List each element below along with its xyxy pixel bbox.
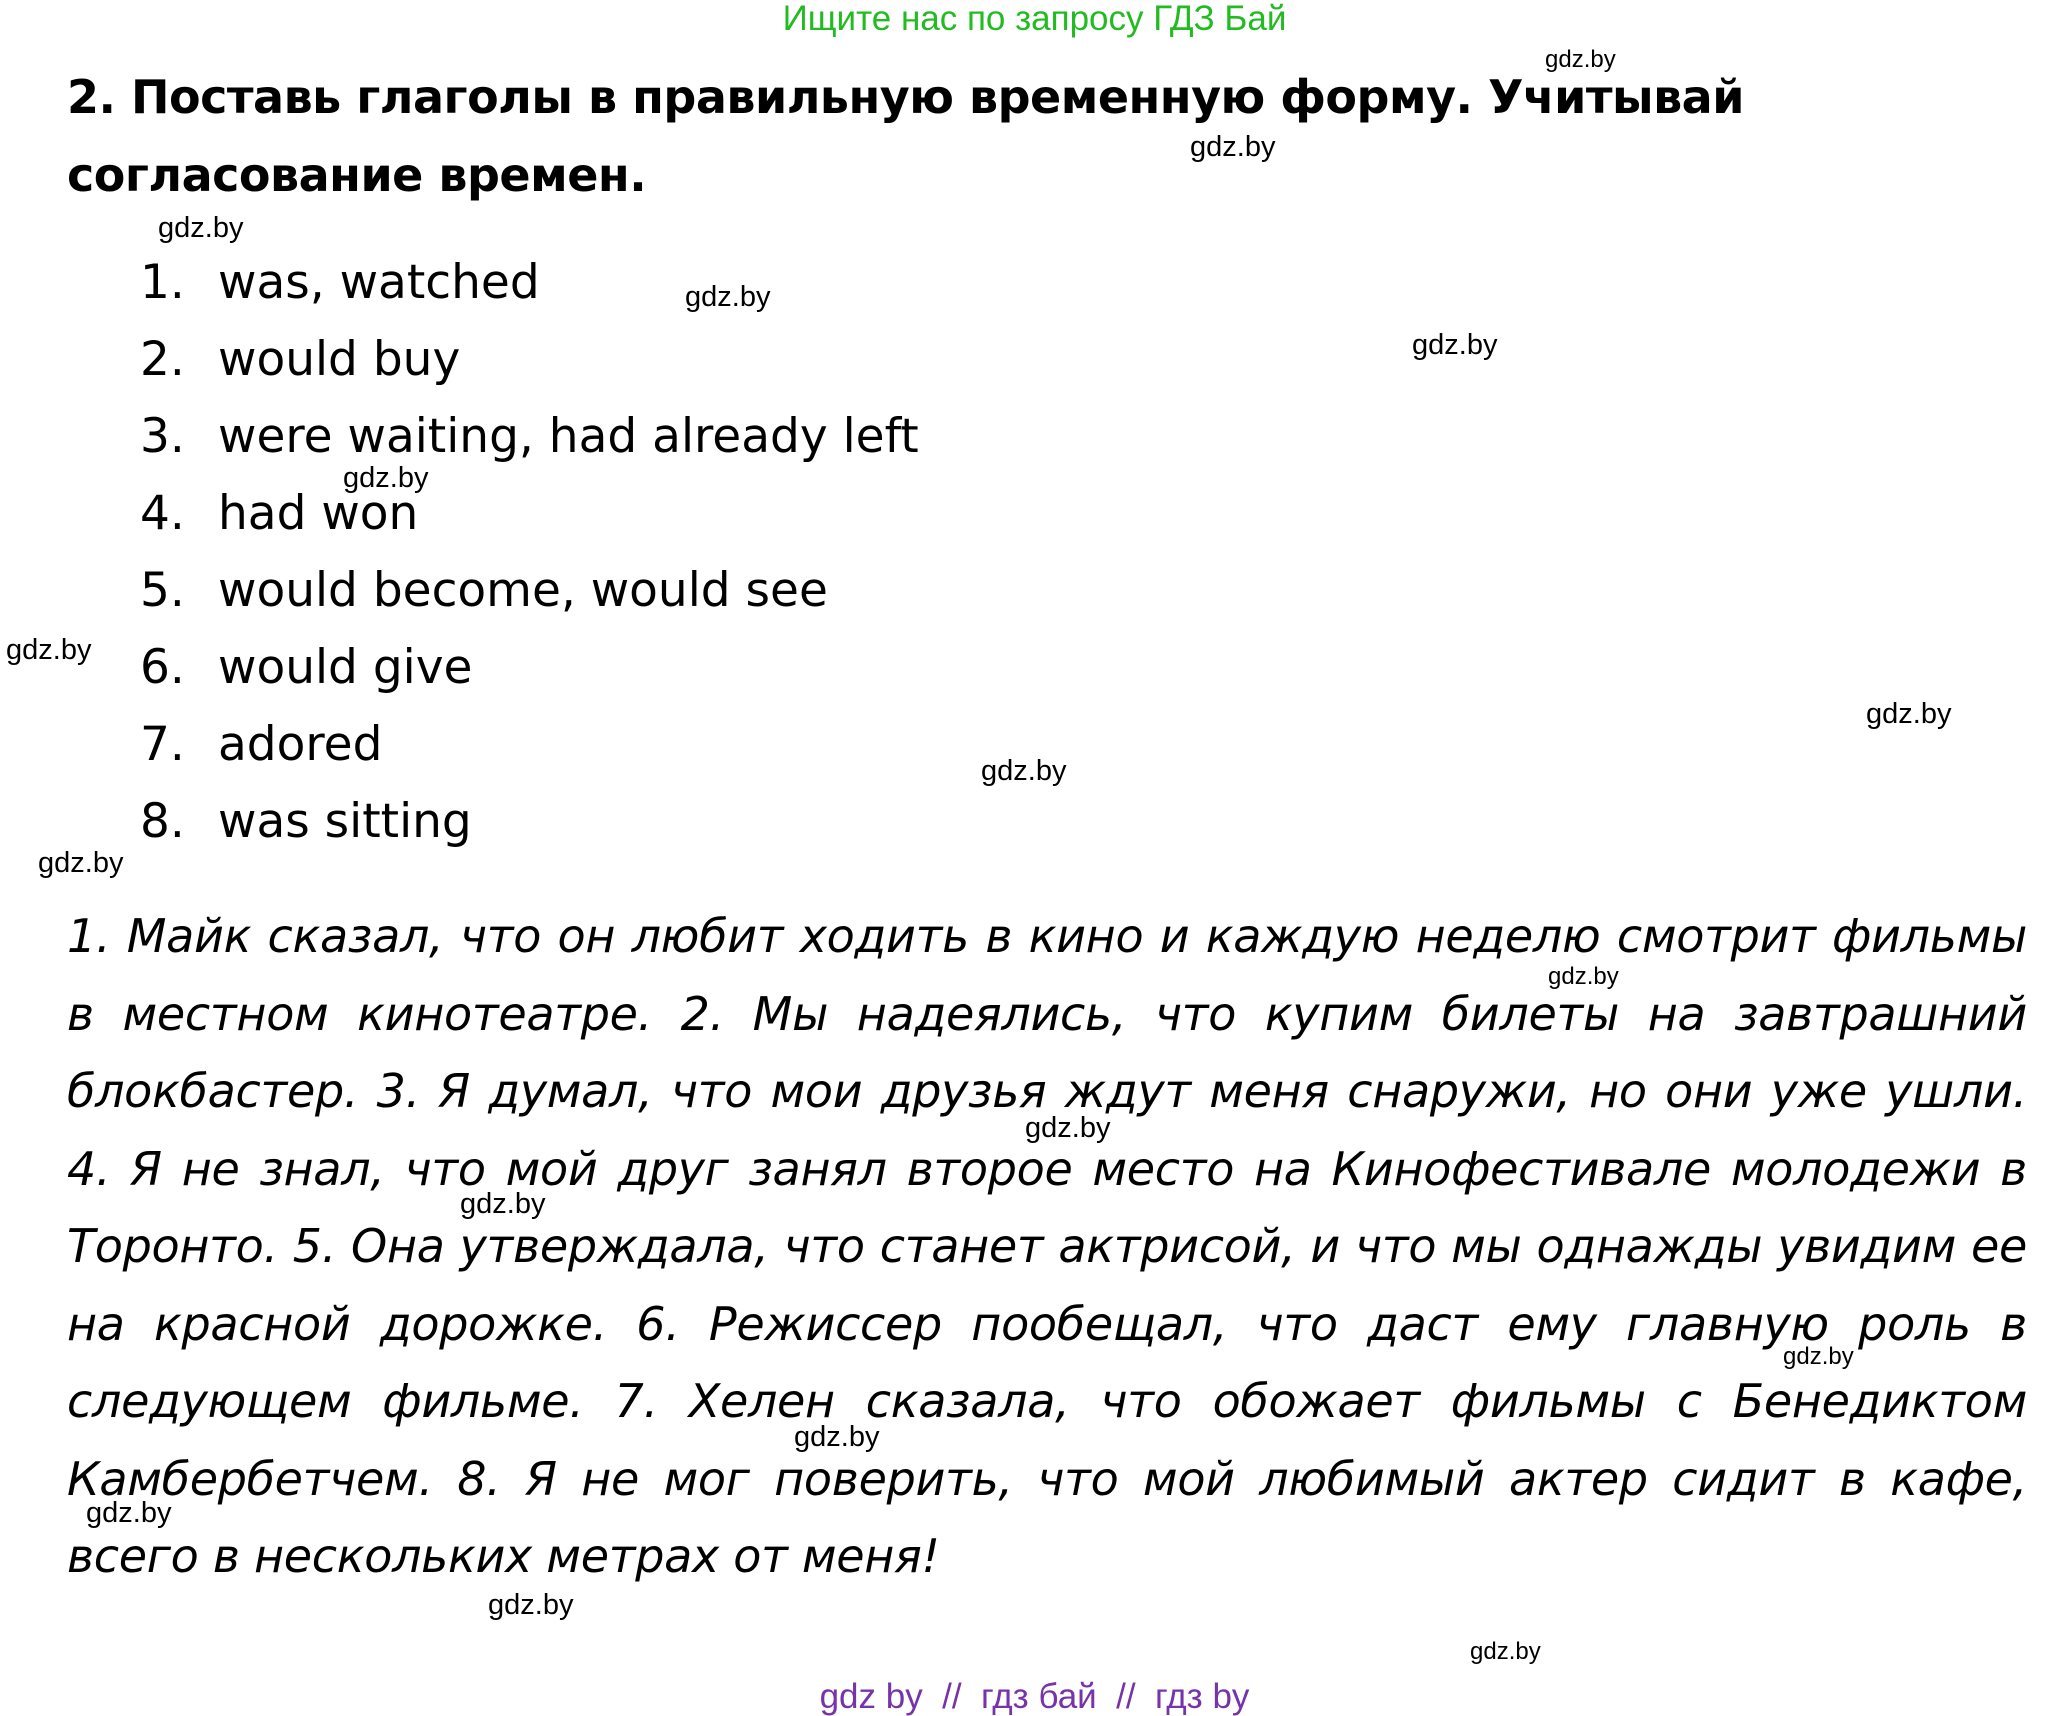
watermark: gdz.by bbox=[343, 462, 429, 494]
answer-text: adored bbox=[218, 717, 383, 772]
task-heading: 2. Поставь глаголы в правильную временную форму. Учитывай согласование времен. bbox=[67, 70, 1744, 202]
answer-number: 5. bbox=[140, 563, 185, 618]
answer-number: 7. bbox=[140, 717, 185, 772]
answer-number: 3. bbox=[140, 409, 185, 464]
watermark: gdz.by bbox=[1025, 1112, 1111, 1144]
watermark: gdz.by bbox=[1866, 698, 1952, 730]
watermark: gdz.by bbox=[1190, 131, 1276, 163]
watermark: gdz.by bbox=[86, 1497, 172, 1529]
answer-number: 2. bbox=[140, 332, 185, 387]
answer-item bbox=[140, 556, 919, 633]
answer-number: 4. bbox=[140, 486, 185, 541]
answer-item bbox=[140, 633, 919, 710]
answer-item bbox=[140, 710, 919, 787]
answer-item bbox=[140, 479, 919, 556]
watermark: gdz.by bbox=[1470, 1638, 1541, 1665]
watermark: gdz.by bbox=[794, 1421, 880, 1453]
answer-text: would give bbox=[218, 640, 473, 695]
answer-number: 6. bbox=[140, 640, 185, 695]
footer-links: gdz by // гдз бай // гдз by bbox=[819, 1677, 1250, 1716]
answer-item bbox=[140, 325, 919, 402]
watermark: gdz.by bbox=[38, 847, 124, 879]
watermark: gdz.by bbox=[460, 1188, 546, 1220]
watermark: gdz.by bbox=[1783, 1343, 1854, 1370]
watermark: gdz.by bbox=[488, 1589, 574, 1621]
answer-text: was, watched bbox=[218, 255, 540, 310]
answer-text: had won bbox=[218, 486, 419, 541]
answer-item bbox=[140, 248, 919, 325]
answer-item bbox=[140, 787, 919, 864]
answer-text: were waiting, had already left bbox=[218, 409, 919, 464]
watermark: gdz.by bbox=[685, 281, 771, 313]
top-banner: Ищите нас по запросу ГДЗ Бай bbox=[782, 0, 1287, 38]
watermark: gdz.by bbox=[158, 212, 244, 244]
answer-text: would become, would see bbox=[218, 563, 828, 618]
answer-text: was sitting bbox=[218, 794, 472, 849]
watermark: gdz.by bbox=[981, 755, 1067, 787]
watermark: gdz.by bbox=[1548, 963, 1619, 990]
answer-number: 1. bbox=[140, 255, 185, 310]
answers-list bbox=[140, 248, 919, 864]
answer-item bbox=[140, 402, 919, 479]
answer-text: would buy bbox=[218, 332, 461, 387]
watermark: gdz.by bbox=[1412, 329, 1498, 361]
watermark: gdz.by bbox=[1545, 46, 1616, 73]
answer-number: 8. bbox=[140, 794, 185, 849]
watermark: gdz.by bbox=[6, 634, 92, 666]
translation-paragraph: 1. Майк сказал, что он любит ходить в кино и каждую неделю смотрит фильмы в местном кинотеатре. 2. Мы надеялись, что купим билеты на завтрашний блокбастер. 3. Я думал, что мои друзья ждут меня снаружи, но они уже ушли. 4. Я не знал, что мой друг занял второе место на Кинофестивале молодежи в Торонто. 5. Она утверждала, что станет актрисой, и что мы однажды увидим ее на красной дорожке. 6. Режиссер пообещал, что даст ему главную роль в следующем фильме. 7. Хелен сказала, что обожает фильмы с Бенедиктом Камбербетчем. 8. Я не мог поверить, что мой любимый актер сидит в кафе, всего в нескольких метрах от меня! bbox=[67, 909, 2027, 1583]
